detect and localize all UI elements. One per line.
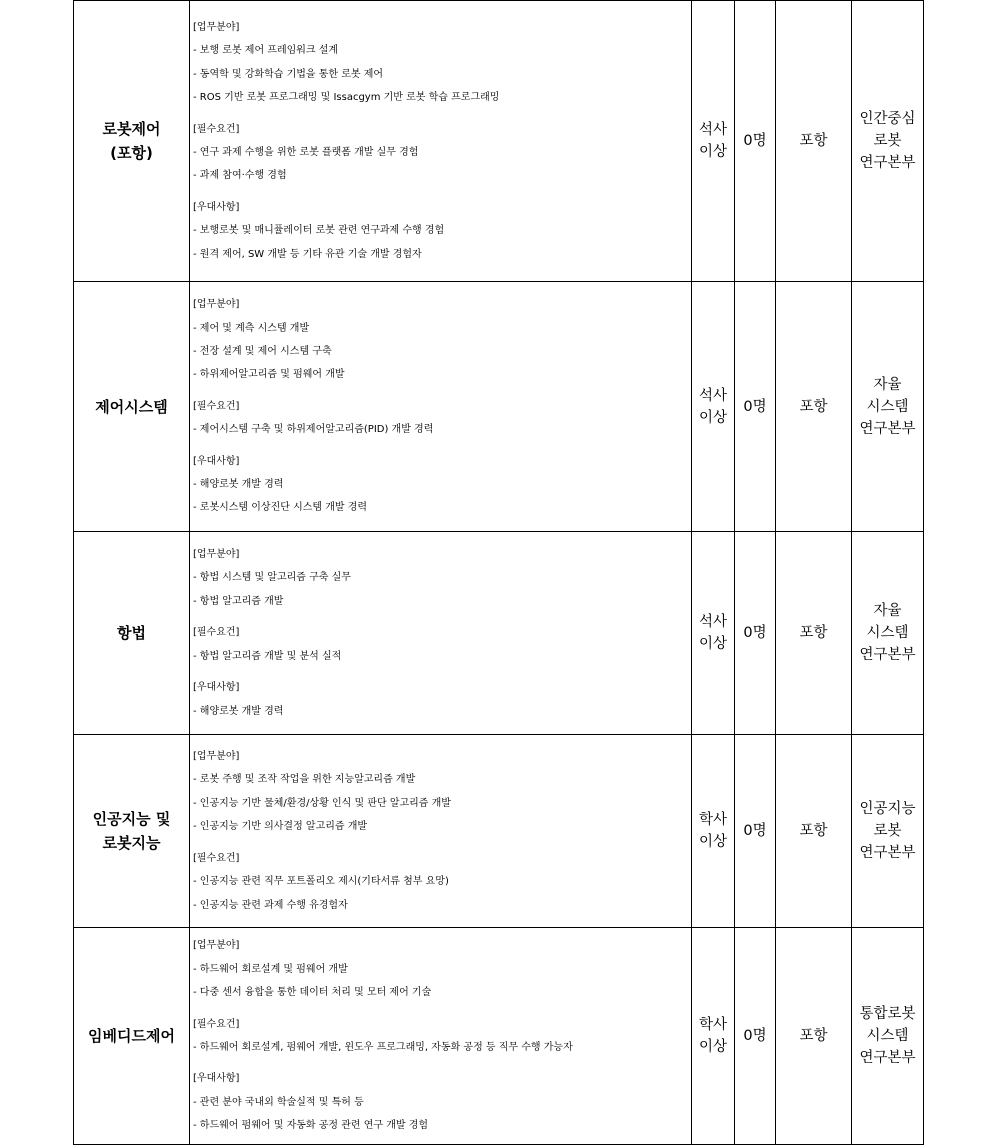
detail-section [193, 293, 689, 387]
detail-item: - 인공지능 기반 물체/환경/상황 인식 및 판단 알고리즘 개발 [193, 797, 451, 809]
section-heading: [필수요건] [193, 400, 240, 412]
work-location: 포항 [776, 282, 852, 532]
degree-requirement: 학사 이상 [692, 735, 735, 928]
headcount: 0명 [735, 928, 776, 1145]
field-name: 로봇제어 (포항) [74, 1, 190, 282]
detail-section [193, 1013, 689, 1060]
detail-item: - 하드웨어 펌웨어 및 자동화 공정 관련 연구 개발 경험 [193, 1120, 429, 1132]
section-heading: [우대사항] [193, 1073, 240, 1085]
detail-section [193, 543, 689, 613]
detail-section [193, 118, 689, 188]
section-heading: [업무분야] [193, 940, 240, 952]
work-location: 포항 [776, 1, 852, 282]
job-details [190, 1, 692, 282]
section-heading: [필수요건] [193, 627, 240, 639]
department: 자율 시스템 연구본부 [852, 532, 924, 735]
table-row [74, 532, 924, 735]
work-location: 포항 [776, 532, 852, 735]
job-details [190, 532, 692, 735]
field-name: 항법 [74, 532, 190, 735]
section-heading: [업무분야] [193, 21, 240, 33]
table-row [74, 928, 924, 1145]
section-heading: [우대사항] [193, 682, 240, 694]
detail-item: - 하드웨어 회로설계 및 펌웨어 개발 [193, 963, 348, 975]
detail-section [193, 395, 689, 442]
department: 인공지능 로봇 연구본부 [852, 735, 924, 928]
detail-item: - 다중 센서 융합을 통한 데이터 처리 및 모터 제어 기술 [193, 987, 432, 999]
department: 통합로봇 시스템 연구본부 [852, 928, 924, 1145]
detail-item: - 하드웨어 회로설계, 펌웨어 개발, 윈도우 프로그래밍, 자동화 공정 등 직무 수행 가능자 [193, 1042, 573, 1053]
section-heading: [필수요건] [193, 123, 240, 135]
detail-item: - 인공지능 관련 과제 수행 유경험자 [193, 899, 348, 911]
field-name: 제어시스템 [74, 282, 190, 532]
detail-item: - 인공지능 기반 의사결정 알고리즘 개발 [193, 821, 368, 833]
section-heading: [필수요건] [193, 1018, 240, 1030]
headcount: 0명 [735, 735, 776, 928]
detail-item: - 항법 알고리즘 개발 [193, 595, 284, 607]
job-details [190, 928, 692, 1145]
detail-item: - 원격 제어, SW 개발 등 기타 유관 기술 개발 경험자 [193, 248, 422, 260]
detail-section [193, 1067, 689, 1137]
detail-item: - 제어시스템 구축 및 하위제어알고리즘(PID) 개발 경력 [193, 424, 434, 436]
detail-item: - 하위제어알고리즘 및 펌웨어 개발 [193, 369, 345, 381]
detail-section [193, 934, 689, 1004]
table-row [74, 735, 924, 928]
job-details [190, 735, 692, 928]
detail-section [193, 745, 689, 839]
degree-requirement: 학사 이상 [692, 928, 735, 1145]
section-heading: [우대사항] [193, 455, 240, 467]
detail-section [193, 450, 689, 520]
section-heading: [업무분야] [193, 549, 240, 561]
department: 인간중심 로봇 연구본부 [852, 1, 924, 282]
detail-section [193, 16, 689, 110]
table-row [74, 282, 924, 532]
detail-section [193, 676, 689, 723]
detail-section [193, 621, 689, 668]
section-heading: [필수요건] [193, 852, 240, 864]
table-body [74, 1, 924, 1145]
work-location: 포항 [776, 928, 852, 1145]
section-heading: [업무분야] [193, 299, 240, 311]
work-location: 포항 [776, 735, 852, 928]
table-row [74, 1, 924, 282]
detail-item: - 과제 참여·수행 경험 [193, 170, 287, 182]
degree-requirement: 석사 이상 [692, 532, 735, 735]
detail-item: - 동역학 및 강화학습 기법을 통한 로봇 제어 [193, 68, 384, 80]
headcount: 0명 [735, 532, 776, 735]
detail-item: - 제어 및 계측 시스템 개발 [193, 322, 310, 334]
department: 자율 시스템 연구본부 [852, 282, 924, 532]
detail-item: - 로봇 주행 및 조작 작업을 위한 지능알고리즘 개발 [193, 774, 416, 786]
headcount: 0명 [735, 1, 776, 282]
field-name: 임베디드제어 [74, 928, 190, 1145]
detail-item: - 항법 알고리즘 개발 및 분석 실적 [193, 650, 342, 662]
section-heading: [업무분야] [193, 751, 240, 763]
degree-requirement: 석사 이상 [692, 282, 735, 532]
detail-item: - 항법 시스템 및 알고리즘 구축 실무 [193, 572, 351, 584]
detail-item: - 해양로봇 개발 경력 [193, 705, 284, 717]
detail-item: - 전장 설계 및 제어 시스템 구축 [193, 345, 332, 357]
detail-item: - 보행 로봇 제어 프레임워크 설계 [193, 45, 339, 57]
detail-item: - 연구 과제 수행을 위한 로봇 플랫폼 개발 실무 경험 [193, 147, 419, 158]
detail-item: - ROS 기반 로봇 프로그래밍 및 Issacgym 기반 로봇 학습 프로그래밍 [193, 92, 500, 104]
detail-item: - 로봇시스템 이상진단 시스템 개발 경력 [193, 502, 368, 514]
headcount: 0명 [735, 282, 776, 532]
detail-item: - 관련 분야 국내외 학술실적 및 특허 등 [193, 1096, 364, 1108]
detail-section [193, 196, 689, 266]
job-details [190, 282, 692, 532]
section-heading: [우대사항] [193, 201, 240, 213]
field-name: 인공지능 및 로봇지능 [74, 735, 190, 928]
degree-requirement: 석사 이상 [692, 1, 735, 282]
detail-item: - 보행로봇 및 매니퓰레이터 로봇 관련 연구과제 수행 경험 [193, 225, 445, 237]
detail-section [193, 847, 689, 917]
detail-item: - 해양로봇 개발 경력 [193, 479, 284, 491]
recruitment-table [73, 0, 924, 1145]
detail-item: - 인공지능 관련 직무 포트폴리오 제시(기타서류 첨부 요망) [193, 876, 449, 888]
